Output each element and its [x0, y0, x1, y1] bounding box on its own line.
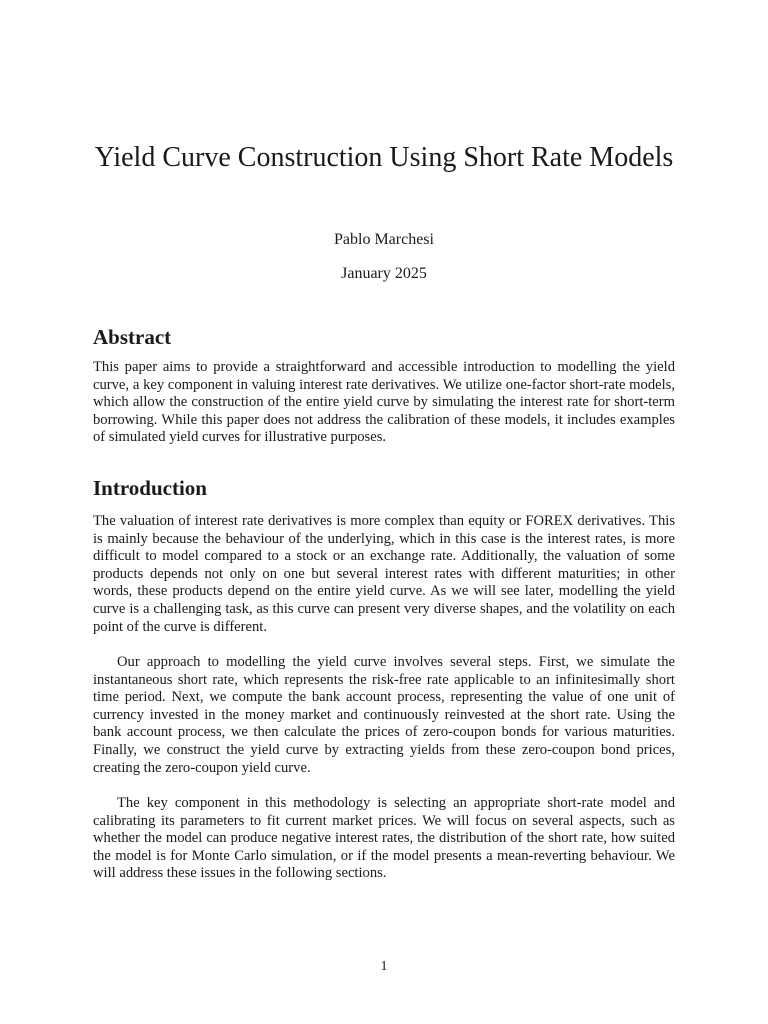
abstract-heading: Abstract [93, 325, 172, 349]
abstract-text: This paper aims to provide a straightforward and accessible introduction to modelling the yield curve, a key component in valuing interest rate derivatives. We utilize one-factor short-rate models, which allow the construction of the entire yield curve by simulating the interest rate for short-term borrowing. While this paper does not address the calibration of these models, it includes examples of simulated yield curves for illustrative purposes. [93, 359, 675, 446]
introduction-paragraph-1: The valuation of interest rate derivatives is more complex than equity or FOREX derivatives. This is mainly because the behaviour of the underlying, which in this case is the interest rates, is more difficult to model compared to a stock or an exchange rate. Additionally, the valuation of some products depends not only on one but several interest rates with different maturities; in other words, these products depend on the entire yield curve. As we will see later, modelling the yield curve is a challenging task, as this curve can present very diverse shapes, and the volatility on each point of the curve is different. [93, 513, 675, 635]
publication-date: January 2025 [341, 265, 427, 282]
introduction-heading: Introduction [93, 476, 207, 500]
page-number: 1 [380, 959, 388, 974]
introduction-paragraph-3: The key component in this methodology is selecting an appropriate short-rate model and calibrating its parameters to fit current market prices. We will focus on several aspects, such as whether the model can produce negative interest rates, the distribution of the short rate, how suited the model is for Monte Carlo simulation, or if the model presents a mean-reverting behaviour. We will address these issues in the following sections. [93, 795, 675, 882]
introduction-paragraph-2: Our approach to modelling the yield curve involves several steps. First, we simulate the instantaneous short rate, which represents the risk-free rate applicable to an infinitesimally short time period. Next, we compute the bank account process, representing the value of one unit of currency invested in the money market and continuously reinvested at the short rate. Using the bank account process, we then calculate the prices of zero-coupon bonds for various maturities. Finally, we construct the yield curve by extracting yields from these zero-coupon bond prices, creating the zero-coupon yield curve. [93, 654, 675, 776]
author-name: Pablo Marchesi [334, 231, 434, 248]
paper-title: Yield Curve Construction Using Short Rate Models [94, 142, 674, 173]
